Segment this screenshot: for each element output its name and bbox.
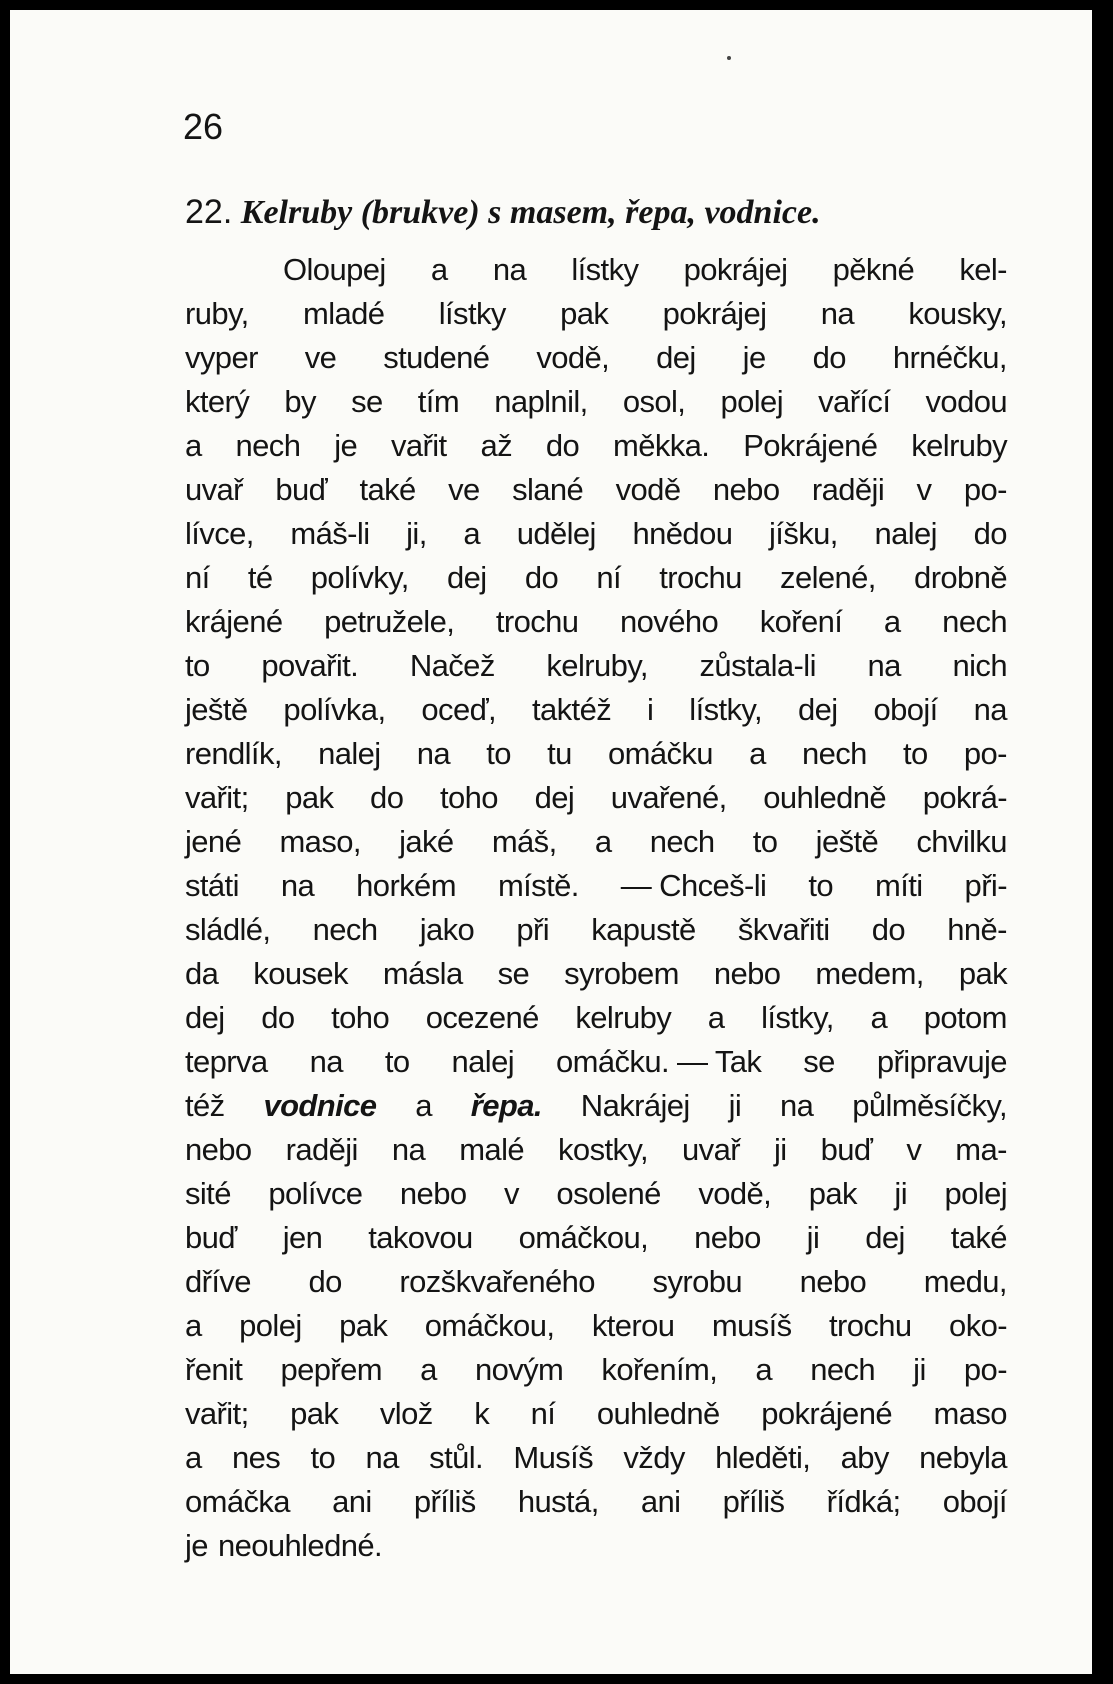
text-word: ouhledně bbox=[596, 1396, 720, 1431]
text-word: a bbox=[594, 824, 612, 859]
text-word: hrnéčku, bbox=[892, 340, 1007, 375]
text-word: sládlé, bbox=[185, 912, 271, 947]
text-word: nich bbox=[952, 648, 1007, 683]
text-word: a bbox=[755, 1352, 773, 1387]
text-word: novým bbox=[474, 1352, 564, 1387]
text-word: nech bbox=[312, 912, 378, 947]
text-line bbox=[185, 1436, 1007, 1480]
text-word: polej bbox=[239, 1308, 302, 1343]
text-word: a bbox=[463, 516, 481, 551]
text-word: příliš bbox=[413, 1484, 476, 1519]
text-word: tím bbox=[417, 384, 460, 419]
recipe-heading bbox=[185, 192, 1015, 233]
text-word: ani bbox=[640, 1484, 681, 1519]
text-word: je bbox=[742, 340, 766, 375]
text-word: nebo bbox=[694, 1220, 761, 1255]
text-word: nech bbox=[810, 1352, 876, 1387]
text-word: pokrájej bbox=[683, 252, 788, 287]
text-word: tu bbox=[547, 736, 572, 771]
text-word: do bbox=[308, 1264, 342, 1299]
text-word: sité bbox=[185, 1176, 231, 1211]
text-word: to bbox=[384, 1044, 410, 1079]
text-word: dej bbox=[447, 560, 487, 595]
text-word: zůstala-li bbox=[699, 648, 816, 683]
text-word: lívce, bbox=[185, 516, 254, 551]
page-speck bbox=[727, 56, 731, 60]
text-word: polívka, bbox=[283, 692, 386, 727]
text-word: pokrá- bbox=[922, 780, 1007, 815]
text-word: to bbox=[752, 824, 778, 859]
text-line bbox=[185, 1084, 1007, 1128]
text-word: polej bbox=[944, 1176, 1007, 1211]
text-word: medu, bbox=[923, 1264, 1007, 1299]
text-word: jíšku, bbox=[769, 516, 838, 551]
text-word: do bbox=[370, 780, 404, 815]
text-word: omáčkou, bbox=[424, 1308, 555, 1343]
text-word: trochu bbox=[829, 1308, 912, 1343]
text-word: do bbox=[261, 1000, 295, 1035]
text-word: polej bbox=[720, 384, 783, 419]
text-word: takovou bbox=[368, 1220, 473, 1255]
text-line bbox=[185, 1172, 1007, 1216]
text-word: a bbox=[185, 1308, 202, 1343]
text-word: vodou bbox=[925, 384, 1007, 419]
text-word: nalej bbox=[451, 1044, 515, 1079]
text-word: ještě bbox=[185, 692, 248, 727]
text-word: stůl. bbox=[429, 1440, 484, 1475]
text-word: taktéž bbox=[532, 692, 612, 727]
text-word: máš-li bbox=[290, 516, 370, 551]
text-word: nalej bbox=[318, 736, 381, 771]
text-word: jako bbox=[419, 912, 475, 947]
text-word: na bbox=[416, 736, 451, 771]
text-word: pak bbox=[958, 956, 1007, 991]
text-word: dej bbox=[865, 1220, 905, 1255]
text-word: másla bbox=[382, 956, 463, 991]
text-word: ruby, bbox=[185, 296, 249, 331]
text-word: a bbox=[749, 736, 766, 771]
text-word: v bbox=[906, 1132, 922, 1167]
text-word: měkka. bbox=[613, 428, 710, 463]
text-line bbox=[185, 600, 1007, 644]
text-word: toho bbox=[331, 1000, 390, 1035]
text-word: do bbox=[973, 516, 1007, 551]
text-word: hně- bbox=[947, 912, 1007, 947]
text-word: vařit; bbox=[185, 780, 249, 815]
text-word: při bbox=[516, 912, 550, 947]
text-word: lístky bbox=[571, 252, 639, 287]
text-word: k bbox=[474, 1396, 490, 1431]
text-word: da bbox=[185, 956, 219, 991]
text-word: lístky, bbox=[761, 1000, 834, 1035]
text-word: ji, bbox=[406, 516, 427, 551]
text-word: vařící bbox=[818, 384, 891, 419]
text-word: drobně bbox=[914, 560, 1007, 595]
text-word: pak bbox=[560, 296, 609, 331]
text-word: a bbox=[883, 604, 901, 639]
text-word: pak bbox=[285, 780, 334, 815]
text-word: buď bbox=[275, 472, 328, 507]
text-word: vodě, bbox=[536, 340, 610, 375]
text-word: kousek bbox=[253, 956, 348, 991]
text-word: nebo bbox=[399, 1176, 467, 1211]
text-line bbox=[185, 556, 1007, 600]
text-word: udělej bbox=[516, 516, 596, 551]
text-word: vždy bbox=[623, 1440, 685, 1475]
text-word: ji bbox=[913, 1352, 926, 1387]
text-word: příliš bbox=[722, 1484, 785, 1519]
text-word: na bbox=[309, 1044, 343, 1079]
text-word: nech bbox=[649, 824, 715, 859]
text-word: nového bbox=[620, 604, 719, 639]
text-line bbox=[185, 1524, 1007, 1568]
text-word: a bbox=[420, 1352, 437, 1387]
text-word: jen bbox=[282, 1220, 323, 1255]
text-line bbox=[185, 1128, 1007, 1172]
text-word: také bbox=[359, 472, 416, 507]
text-word: máš, bbox=[491, 824, 557, 859]
text-word: ve bbox=[304, 340, 337, 375]
text-word: a bbox=[185, 428, 202, 463]
text-word: omáčkou, bbox=[518, 1220, 649, 1255]
text-word: na bbox=[492, 252, 527, 287]
text-line bbox=[185, 1480, 1007, 1524]
text-word: kelruby, bbox=[546, 648, 648, 683]
text-line bbox=[185, 380, 1007, 424]
text-word: nebo bbox=[799, 1264, 867, 1299]
text-word: škvařiti bbox=[737, 912, 830, 947]
text-word: ji bbox=[806, 1220, 820, 1255]
text-word: nebyla bbox=[919, 1440, 1007, 1475]
text-word: do bbox=[812, 340, 846, 375]
text-word: na bbox=[365, 1440, 399, 1475]
text-word: nebo bbox=[712, 472, 780, 507]
text-word: vodě bbox=[615, 472, 681, 507]
text-word: a bbox=[430, 252, 448, 287]
text-word: na bbox=[820, 296, 855, 331]
text-line bbox=[185, 996, 1007, 1040]
text-word: mladé bbox=[302, 296, 385, 331]
text-line bbox=[185, 468, 1007, 512]
text-word: vodnice bbox=[263, 1088, 377, 1123]
text-word: naplnil, bbox=[494, 384, 588, 419]
text-word: ji bbox=[773, 1132, 787, 1167]
text-word: kelruby bbox=[911, 428, 1007, 463]
text-word: též bbox=[185, 1088, 225, 1123]
text-word: ocezené bbox=[425, 1000, 539, 1035]
text-word: to bbox=[486, 736, 511, 771]
text-word: kel- bbox=[959, 252, 1007, 287]
text-word: pepřem bbox=[280, 1352, 382, 1387]
text-word: krájené bbox=[185, 604, 283, 639]
text-word: kousky, bbox=[908, 296, 1007, 331]
text-word: po- bbox=[963, 1352, 1007, 1387]
text-word: ani bbox=[332, 1484, 372, 1519]
text-word: omáčku bbox=[607, 736, 713, 771]
text-word: buď bbox=[185, 1220, 237, 1255]
text-word: vyper bbox=[185, 340, 258, 375]
text-word: maso, bbox=[279, 824, 361, 859]
text-word: kostky, bbox=[558, 1132, 648, 1167]
text-word: slané bbox=[512, 472, 584, 507]
text-word: v bbox=[504, 1176, 519, 1211]
text-word: oko- bbox=[949, 1308, 1007, 1343]
text-line bbox=[185, 908, 1007, 952]
text-word: ma- bbox=[955, 1132, 1007, 1167]
text-line bbox=[185, 644, 1007, 688]
text-line bbox=[185, 1304, 1007, 1348]
text-word: trochu bbox=[495, 604, 579, 639]
text-line bbox=[185, 732, 1007, 776]
text-word: uvařené, bbox=[610, 780, 727, 815]
text-word: který bbox=[185, 384, 250, 419]
text-word: na bbox=[391, 1132, 426, 1167]
recipe-text bbox=[185, 248, 1007, 1568]
text-word: nech bbox=[802, 736, 867, 771]
text-word: jaké bbox=[399, 824, 454, 859]
text-word: nech bbox=[942, 604, 1007, 639]
text-word: pak bbox=[808, 1176, 857, 1211]
text-word: omáčka bbox=[185, 1484, 290, 1519]
text-word: potom bbox=[923, 1000, 1007, 1035]
text-word: a bbox=[415, 1088, 432, 1123]
text-word: nebo bbox=[185, 1132, 252, 1167]
text-word: řídká; bbox=[826, 1484, 901, 1519]
text-word: to bbox=[310, 1440, 336, 1475]
text-line bbox=[185, 292, 1007, 336]
text-word: dej bbox=[656, 340, 696, 375]
text-word: oceď, bbox=[421, 692, 497, 727]
text-word: místě. bbox=[497, 868, 579, 903]
text-word: vařit bbox=[391, 428, 447, 463]
text-word: dej bbox=[534, 780, 575, 815]
text-word: studené bbox=[383, 340, 490, 375]
text-word: pak bbox=[290, 1396, 339, 1431]
text-line bbox=[185, 336, 1007, 380]
text-word: kterou bbox=[591, 1308, 675, 1343]
text-word: pak bbox=[339, 1308, 388, 1343]
text-word: chvilku bbox=[916, 824, 1007, 859]
text-line bbox=[185, 1260, 1007, 1304]
text-word: nes bbox=[232, 1440, 281, 1475]
text-word: jené bbox=[185, 824, 242, 859]
text-word: lístky, bbox=[689, 692, 763, 727]
text-word: nech bbox=[235, 428, 301, 463]
text-line bbox=[185, 864, 1007, 908]
text-word: vlož bbox=[379, 1396, 433, 1431]
text-word: v bbox=[916, 472, 932, 507]
text-word: ještě bbox=[815, 824, 879, 859]
text-word: i bbox=[647, 692, 654, 727]
text-word: obojí bbox=[942, 1484, 1007, 1519]
text-word: medem, bbox=[815, 956, 924, 991]
book-page bbox=[10, 10, 1092, 1674]
text-line bbox=[185, 688, 1007, 732]
text-word: polívce bbox=[268, 1176, 363, 1211]
text-word: po- bbox=[963, 472, 1007, 507]
text-word: obojí bbox=[873, 692, 938, 727]
text-line bbox=[185, 1348, 1007, 1392]
text-word: kořením, bbox=[601, 1352, 718, 1387]
text-word: je bbox=[334, 428, 358, 463]
text-word: připravuje bbox=[876, 1044, 1007, 1079]
text-word: nebo bbox=[713, 956, 781, 991]
text-word: ní bbox=[185, 560, 210, 595]
text-word: buď bbox=[820, 1132, 873, 1167]
text-word: nalej bbox=[874, 516, 937, 551]
recipe-number: 22. bbox=[185, 193, 233, 231]
text-word: raději bbox=[811, 472, 885, 507]
text-word: také bbox=[950, 1220, 1007, 1255]
text-line bbox=[185, 512, 1007, 556]
text-line bbox=[185, 820, 1007, 864]
text-word: Oloupej bbox=[283, 252, 386, 287]
text-word: na bbox=[780, 1088, 814, 1123]
text-word: Musíš bbox=[513, 1440, 594, 1475]
text-word: vodě, bbox=[698, 1176, 772, 1211]
text-word: zelené, bbox=[780, 560, 876, 595]
text-word: vařit; bbox=[185, 1396, 249, 1431]
text-word: dříve bbox=[185, 1264, 251, 1299]
text-word: státi bbox=[185, 868, 239, 903]
text-word: by bbox=[284, 384, 316, 419]
text-word: uvař bbox=[185, 472, 243, 507]
text-word: hleděti, bbox=[715, 1440, 811, 1475]
text-word: na bbox=[867, 648, 901, 683]
text-word: musíš bbox=[711, 1308, 792, 1343]
page-number: 26 bbox=[183, 106, 224, 147]
text-word: ve bbox=[448, 472, 480, 507]
text-line bbox=[185, 1216, 1007, 1260]
text-word: syrobem bbox=[564, 956, 679, 991]
text-word: při- bbox=[964, 868, 1007, 903]
text-word: po- bbox=[963, 736, 1007, 771]
text-word: syrobu bbox=[652, 1264, 742, 1299]
text-word: raději bbox=[285, 1132, 358, 1167]
text-word: to bbox=[185, 648, 210, 683]
text-word: pěkné bbox=[832, 252, 915, 287]
text-word: osol, bbox=[622, 384, 686, 419]
text-word: petružele, bbox=[324, 604, 455, 639]
text-word: dej bbox=[185, 1000, 225, 1035]
text-word: ji bbox=[894, 1176, 907, 1211]
text-word: aby bbox=[840, 1440, 889, 1475]
text-word: té bbox=[247, 560, 273, 595]
text-word: řepa. bbox=[470, 1088, 542, 1123]
text-word: Načež bbox=[409, 648, 495, 683]
text-word: rozškvařeného bbox=[399, 1264, 595, 1299]
text-word: hnědou bbox=[632, 516, 733, 551]
text-word: omáčku. — Tak bbox=[556, 1044, 762, 1079]
text-line bbox=[185, 776, 1007, 820]
text-word: to bbox=[808, 868, 833, 903]
text-word: Nakrájej bbox=[580, 1088, 690, 1123]
text-word: toho bbox=[439, 780, 498, 815]
text-line bbox=[185, 1392, 1007, 1436]
text-word: do bbox=[871, 912, 906, 947]
text-word: neouhledné. bbox=[217, 1528, 383, 1563]
text-word: koření bbox=[759, 604, 843, 639]
text-word: ní bbox=[596, 560, 622, 595]
text-word: Pokrájené bbox=[743, 428, 878, 463]
text-word: na bbox=[973, 692, 1007, 727]
text-word: osolené bbox=[556, 1176, 661, 1211]
text-word: to bbox=[903, 736, 928, 771]
text-word: až bbox=[480, 428, 512, 463]
text-word: je bbox=[185, 1528, 208, 1563]
text-word: malé bbox=[459, 1132, 524, 1167]
text-word: hustá, bbox=[517, 1484, 599, 1519]
text-line bbox=[185, 1040, 1007, 1084]
recipe-title: Kelruby (brukve) s masem, řepa, vodnice. bbox=[240, 194, 821, 231]
text-word: do bbox=[524, 560, 559, 595]
text-word: ouhledně bbox=[763, 780, 887, 815]
text-word: polívky, bbox=[310, 560, 409, 595]
text-word: řenit bbox=[185, 1352, 243, 1387]
text-word: lístky bbox=[438, 296, 506, 331]
text-word: se bbox=[351, 384, 383, 419]
text-word: maso bbox=[933, 1396, 1007, 1431]
text-word: a bbox=[185, 1440, 202, 1475]
text-word: pokrájej bbox=[662, 296, 767, 331]
text-word: kelruby bbox=[575, 1000, 672, 1035]
text-word: uvař bbox=[682, 1132, 740, 1167]
text-word: pokrájené bbox=[761, 1396, 892, 1431]
text-word: ji bbox=[728, 1088, 742, 1123]
text-line bbox=[185, 424, 1007, 468]
text-line bbox=[185, 248, 1007, 292]
text-word: do bbox=[545, 428, 580, 463]
text-word: se bbox=[803, 1044, 835, 1079]
text-word: povařit. bbox=[261, 648, 359, 683]
text-word: trochu bbox=[659, 560, 742, 595]
text-word: míti bbox=[875, 868, 923, 903]
text-word: — Chceš-li bbox=[620, 868, 767, 903]
text-word: a bbox=[707, 1000, 725, 1035]
text-line bbox=[185, 952, 1007, 996]
text-word: na bbox=[280, 868, 315, 903]
text-word: ní bbox=[530, 1396, 556, 1431]
text-word: a bbox=[870, 1000, 888, 1035]
text-word: se bbox=[497, 956, 530, 991]
text-word: horkém bbox=[356, 868, 456, 903]
text-word: teprva bbox=[185, 1044, 268, 1079]
scan-border bbox=[1092, 0, 1113, 1684]
text-word: rendlík, bbox=[185, 736, 282, 771]
text-word: kapustě bbox=[591, 912, 696, 947]
text-word: půlměsíčky, bbox=[852, 1088, 1007, 1123]
text-word: dej bbox=[797, 692, 838, 727]
